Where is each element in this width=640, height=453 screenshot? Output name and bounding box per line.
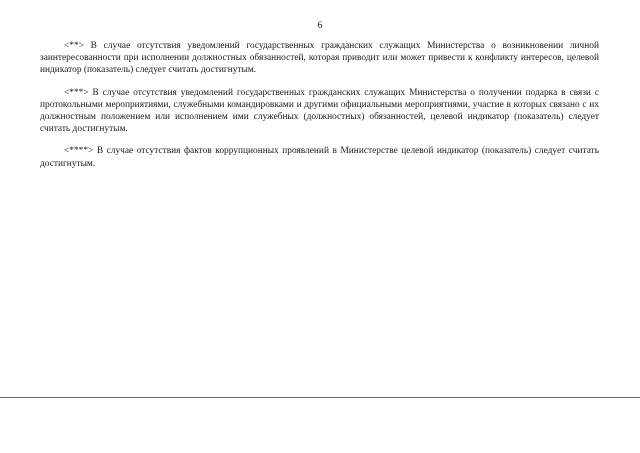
footnote-paragraph: <***> В случае отсутствия уведомлений государственных гражданских служащих Министерства о получении подарка в связи с протокольными мероприятиями, служебными командировками и другими официальными мероприятиями, участие в которых связано с их должностным положением или исполнением ими служебных (должностных) обязанностей, целевой индикатор (показатель) следует считать достигнутым. xyxy=(40,87,599,135)
footnotes-section xyxy=(40,40,599,170)
page-number: 6 xyxy=(317,21,323,31)
page-divider-line xyxy=(0,397,640,398)
footnote-paragraph: <**> В случае отсутствия уведомлений государственных гражданских служащих Министерства о возникновении личной заинтересованности при исполнении должностных обязанностей, которая приводит или может привести к конфликту интересов, целевой индикатор (показатель) следует считать достигнутым. xyxy=(40,41,599,76)
footnote-paragraph: <****> В случае отсутствия фактов коррупционных проявлений в Министерстве целевой индикатор (показатель) следует считать достигнутым. xyxy=(40,146,599,169)
